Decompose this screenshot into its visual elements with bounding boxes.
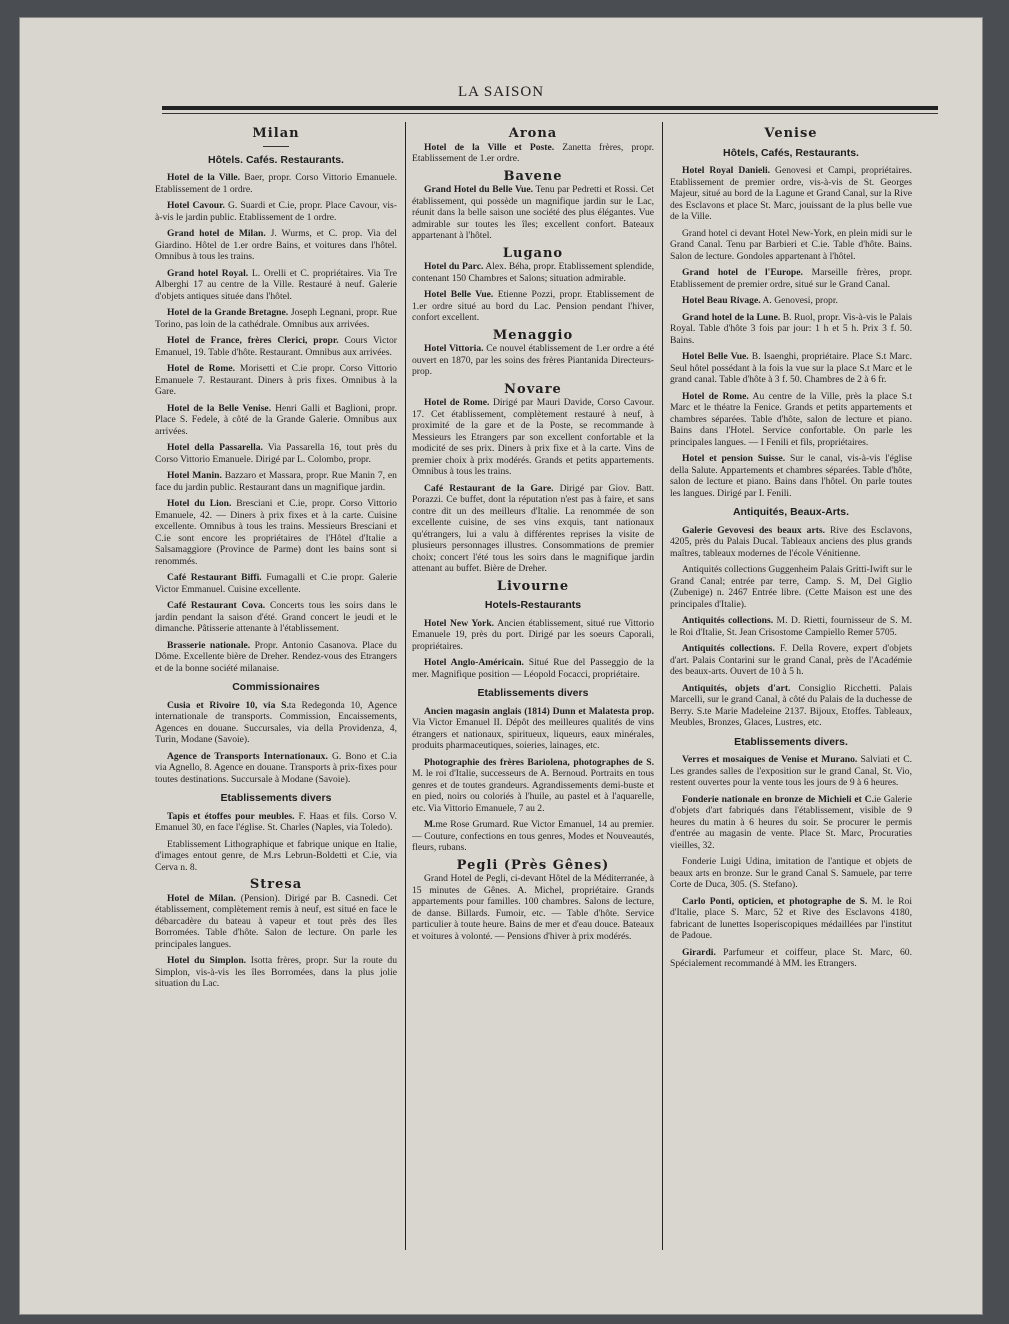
entry-name: Hotel de Rome. <box>424 397 490 408</box>
listing-entry: Tapis et étoffes pour meubles. F. Haas et fils. Corso V. Emanuel 30, en face l'église. St. Charles (Naples, via Toledo). <box>155 810 397 833</box>
listing-entry: Hotel Royal Danieli. Genovesi et Campi, propriétaires. Etablissement de premier ordre, vis-à-vis de St. Georges Majeur, situé au bord de la Lagune et Grand Canal, sur la Rive des Esclavons et place St. Marc, jouissant de la plus belle vue de la Ville. <box>670 165 912 222</box>
entry-name: Hotel Royal Danieli. <box>682 165 771 176</box>
entry-name: Grand hotel Royal. <box>167 267 249 279</box>
entry-name: Fonderie nationale en bronze de Michieli et C. <box>682 793 875 805</box>
listing-entry: Etablissement Lithographique et fabrique unique en Italie, d'images entout genre, de M.rs Lebrun-Boldetti et C.ie, via Cerva n. 8. <box>155 838 397 873</box>
listing-entry: Hotel de France, frères Clerici, propr. Cours Victor Emanuel, 19. Table d'hôte. Restaurant. Omnibus aux arrivées. <box>155 335 397 358</box>
entry-name: Hotel Manin. <box>167 470 222 481</box>
column-divider <box>405 122 406 1250</box>
listing-entry: Grand hotel de Milan. J. Wurms, et C. prop. Via del Giardino. Hôtel de 1.er ordre Bains, et voitures dans l'hôtel. Omnibus à tous les trains. <box>155 228 397 262</box>
entry-name: Agence de Transports Internationaux. <box>167 750 328 762</box>
column-right <box>670 122 912 1250</box>
listing-entry: Hotel Manin. Bazzaro et Massara, propr. Rue Manin 7, en face du jardin public. Restaurant dans un magnifique jardin. <box>155 470 397 493</box>
entry-name: Hotel de la Belle Venise. <box>167 402 272 414</box>
entry-name: Hotel de la Ville. <box>167 172 241 183</box>
entry-name: Hotel Cavour. <box>167 200 225 211</box>
entry-name: Galerie Gevovesi des beaux arts. <box>682 524 826 536</box>
listing-entry: Antiquités collections Guggenheim Palais Gritti-Iwift sur le Grand Canal; entrée par terre, Camp. S. M, Del Giglio (Zubenige) n. 2467 Entrée libre. (Cette Maison est une des principales d'Italie). <box>670 564 912 610</box>
entry-name: Hotel de Rome. <box>682 390 749 402</box>
listing-entry: Grand Hotel du Belle Vue. Tenu par Pedretti et Rossi. Cet établissement, qui possède un magnifique jardin sur le Lac, réunit dans la belle saison une société des plus élégantes. Vue admirable sur toutes les îles; excellent confort. Bateaux appartenant à l'hôtel. <box>412 184 654 241</box>
entry-name: Tapis et étoffes pour meubles. <box>167 810 295 822</box>
listing-entry: Hotel du Parc. Alex. Béha, propr. Etablissement splendide, contenant 150 Chambres et Salons; situation admirable. <box>412 261 654 284</box>
entry-name: Grand hotel de l'Europe. <box>682 267 803 278</box>
listing-entry: Fonderie Luigi Udina, imitation de l'antique et objets de beaux arts en bronze. Sur le grand Canal S. Samuele, par terre Corte de Duca, 305. (S. Stefano). <box>670 856 912 890</box>
listing-entry: Brasserie nationale. Propr. Antonio Casanova. Place du Dôme. Excellente bière de Dreher. Rendez-vous des Etrangers et de la bonne société milanaise. <box>155 639 397 674</box>
entry-name: Hotel della Passarella. <box>167 442 263 453</box>
listing-entry: Hotel de la Ville et Poste. Zanetta frères, propr. Etablissement de 1.er ordre. <box>412 141 654 164</box>
section-heading: Etablissements divers <box>477 687 589 699</box>
entry-name: Photographie des frères Bariolena, photographes de S. <box>424 756 654 768</box>
listing-entry: Girardi. Parfumeur et coiffeur, place St. Marc, 60. Spécialement recommandé à MM. les Etrangers. <box>670 946 912 969</box>
city-heading: Pegli (Près Gênes) <box>456 857 610 873</box>
entry-name: Hotel Anglo-Américain. <box>424 657 524 668</box>
listing-entry: Hotel Belle Vue. Etienne Pozzi, propr. Etablissement de 1.er ordre situé au bord du Lac. Pension pendant l'hiver, confort excellent. <box>412 289 654 323</box>
listing-entry: Hotel du Simplon. Isotta frères, propr. Sur la route du Simplon, vis-à-vis les îles Borromées, dans la plus jolie situation du Lac. <box>155 955 397 989</box>
listing-entry: Café Restaurant de la Gare. Dirigé par Giov. Batt. Porazzi. Ce buffet, dont la réputation n'est pas à faire, et sans contre dit un des meilleurs d'Italie. La renommée de son excellente cuisine, de ses vins exquis, tant nationaux qu'étrangers, lui a valu à différentes reprises la visite de plusieurs personnages illustres. Consommations de premier choix; concert l'été tous les soirs dans le magnifique jardin attenant au buffet. Bière de Dreher. <box>412 482 654 574</box>
listing-entry: Verres et mosaiques de Venise et Murano. Salviati et C. Les grandes salles de l'exposition sur le grand Canal, St. Vio, restent ouvertes pour la vente tous les jours de 9 à 6 heures. <box>670 754 912 788</box>
city-heading: Menaggio <box>492 327 574 343</box>
entry-name: Hotel du Parc. <box>424 261 484 272</box>
entry-name: Grand hotel de Milan. <box>167 228 266 239</box>
entry-name: Hotel Belle Vue. <box>424 289 494 300</box>
header-rule-thin <box>162 113 938 114</box>
listing-entry: Grand Hotel de Pegli, ci-devant Hôtel de la Méditerranée, à 15 minutes de Gênes. A. Michel, propriétaire. Grands appartements pour familles. 100 chambres. Salons de lecture, de danse. Billards. Fumoir, etc. — Table d'hôte. Service particulier à toute heure. Bains de mer et d'eau douce. Bateaux et voitures à volonté. — Pensions d'hiver à prix modérés. <box>412 873 654 942</box>
section-heading: Etablissements divers <box>220 792 332 804</box>
listing-entry: Hotel de la Grande Bretagne. Joseph Legnani, propr. Rue Torino, pas loin de la cathédrale. Omnibus aux arrivées. <box>155 307 397 330</box>
entry-name: Hotel Beau Rivage. <box>682 295 761 306</box>
listing-entry: Cusia et Rivoire 10, via S.ta Redegonda 10, Agence internationale de transports. Commission, Encaissements, Agences en douane. Succursales, via della Providenza, 4, Turin, Modane (Savoie). <box>155 699 397 745</box>
section-heading: Commissionaires <box>232 681 320 693</box>
listing-entry: Hotel de la Belle Venise. Henri Galli et Baglioni, propr. Place S. Fedele, à côté de la Grande Galerie. Omnibus aux arrivées. <box>155 402 397 437</box>
listing-entry: Hotel della Passarella. Via Passarella 16, tout près du Corso Vittorio Emanuele. Dirigé par L. Colombo, propr. <box>155 442 397 465</box>
document-page <box>20 18 982 1314</box>
entry-name: Brasserie nationale. <box>167 639 251 651</box>
entry-name: Antiquités, objets d'art. <box>682 682 791 694</box>
entry-name: Hotel Belle Vue. <box>682 351 749 362</box>
listing-entry: M.me Rose Grumard. Rue Victor Emanuel, 14 au premier. — Couture, confections en tous genres, Modes et Nouveautés, fleurs, rubans. <box>412 819 654 853</box>
section-heading: Hôtels. Cafés. Restaurants. <box>208 153 344 166</box>
entry-name: Café Restaurant de la Gare. <box>424 482 554 494</box>
listing-entry: Antiquités, objets d'art. Consiglio Ricchetti. Palais Marcelli, sur le grand Canal, à côté du Palais de la duchesse de Berry. S.te Marie Madeleine 2137. Bijoux, Etoffes. Tableaux, Meubles, Bronzes, Glaces, Lustres, etc. <box>670 682 912 728</box>
entry-name: Hotel de France, frères Clerici, propr. <box>167 335 339 346</box>
city-heading: Stresa <box>249 877 303 892</box>
listing-entry: Hotel de Rome. Morisetti et C.ie propr. Corso Vittorio Emanuele 7. Restaurant. Diners à pris fixes. Omnibus à la Gare. <box>155 363 397 397</box>
column-left <box>155 122 397 1250</box>
entry-name: Verres et mosaiques de Venise et Murano. <box>682 754 858 765</box>
entry-name: Antiquités collections. <box>682 615 774 626</box>
city-heading: Bavene <box>503 168 563 184</box>
city-heading: Milan <box>252 126 300 141</box>
listing-entry: Hotel et pension Suisse. Sur le canal, vis-à-vis l'église della Salute. Appartements et chambres séparées. Table d'hôte, salon de lecture et piano. Bains dans l'hôtel. On parle toutes les langues. Dirigé par I. Fenili. <box>670 453 912 499</box>
column-middle <box>412 122 654 1250</box>
entry-name: Hotel et pension Suisse. <box>682 453 786 464</box>
listing-entry: Antiquités collections. F. Della Rovere, expert d'objets d'art. Palais Contarini sur le grand Canal, près de l'Académie des beaux-arts. Ouvert de 10 à 5 h. <box>670 643 912 677</box>
entry-name: Antiquités collections. <box>682 643 775 654</box>
listing-entry: Grand hotel de la Lune. B. Ruol, propr. Vis-à-vis le Palais Royal. Table d'hôte 3 fois par jour: 1 h et 5 h. Prix 3 f. 50. Bains. <box>670 311 912 346</box>
section-heading: Hotels-Restaurants <box>484 599 582 611</box>
entry-name: Girardi. <box>682 946 716 958</box>
listing-entry: Hotel Cavour. G. Suardi et C.ie, propr. Place Cavour, vis-à-vis le jardin public. Etablissement de 1 ordre. <box>155 200 397 223</box>
listing-entry: Grand hotel de l'Europe. Marseille frères, propr. Etablissement de premier ordre, situé sur le Grand Canal. <box>670 267 912 290</box>
entry-name: Hotel New York. <box>424 617 495 629</box>
section-heading: Etablissements divers. <box>734 735 848 748</box>
listing-entry: Ancien magasin anglais (1814) Dunn et Malatesta prop. Via Victor Emanuel II. Dépôt des meilleures qualités de vins étrangers et nationaux, spiritueux, liqueurs, eaux minérales, produits pharmaceutiques, soieries, lainages, etc. <box>412 705 654 751</box>
listing-entry: Hotel Belle Vue. B. Isaenghi, propriétaire. Place S.t Marc. Seul hôtel possédant à la fois la vue sur la place S.t Marc et le grand canal. Table d'hôte à 3 f. 50. Chambres de 2 à 6 fr. <box>670 351 912 385</box>
page-header: LA SAISON <box>457 84 545 100</box>
column-divider <box>662 122 663 1250</box>
listing-entry: Galerie Gevovesi des beaux arts. Rive des Esclavons, 4205, près du Palais Ducal. Tableaux anciens des plus grands maîtres, tableaux modernes de l'école Vénitienne. <box>670 524 912 559</box>
city-heading: Lugano <box>502 245 564 261</box>
city-heading: Venise <box>764 126 818 141</box>
listing-entry: Hotel de la Ville. Baer, propr. Corso Vittorio Emanuele. Etablissement de 1 ordre. <box>155 172 397 195</box>
listing-entry: Hotel Vittoria. Ce nouvel établissement de 1.er ordre a été ouvert en 1870, par les soins des frères Piantanida Directeurs-prop. <box>412 343 654 377</box>
listing-entry: Café Restaurant Biffi. Fumagalli et C.ie propr. Galerie Victor Emmanuel. Cuisine excellente. <box>155 572 397 595</box>
listing-entry: Café Restaurant Cova. Concerts tous les soirs dans le jardin pendant la saison d'été. Grand concert le jeudi et le dimanche. Pâtisserie attenante à l'établissement. <box>155 600 397 634</box>
entry-name: Ancien magasin anglais (1814) Dunn et Malatesta prop. <box>424 705 654 717</box>
listing-entry: Hotel de Rome. Au centre de la Ville, près la place S.t Marc et le théatre la Fenice. Grands et petits appartements et chambres séparées. Table d'hôte, salon de lecture et piano. Bains dans l'Hotel. Service confortable. On parle les principales langues. — I Fenili et fils, propriétaires. <box>670 390 912 448</box>
entry-name: Hotel du Lion. <box>167 498 232 509</box>
listing-entry: Hotel du Lion. Bresciani et C.ie, propr. Corso Vittorio Emanuele, 42. — Diners à prix fixes et à la carte. Cuisine excellente. Omnibus à tous les trains. Messieurs Bresciani et C.ie sont encore les propriétaires de l'Hôtel d'Italie a Salsamaggiore (Province de Parme) dont les bains sont si renommés. <box>155 498 397 567</box>
listing-entry: Agence de Transports Internationaux. G. Bono et C.ia via Agnello, 8. Agence en douane. Transports à prix-fixes pour toutes destinations. Succursale à Modane (Savoie). <box>155 750 397 785</box>
listing-entry: Hotel Beau Rivage. A. Genovesi, propr. <box>682 295 838 306</box>
entry-name: Hotel de la Grande Bretagne. <box>167 307 289 318</box>
entry-name: Café Restaurant Cova. <box>167 600 266 611</box>
section-heading: Hôtels, Cafés, Restaurants. <box>723 146 859 159</box>
entry-name: Grand Hotel du Belle Vue. <box>424 184 534 195</box>
listing-entry: Carlo Ponti, opticien, et photographe de S. M. le Roi d'Italie, place S. Marc, 52 et Rive des Esclavons 4180, fabricant de lunettes Isoperiscopiques médaillées par l'institut de Padoue. <box>670 895 912 941</box>
listing-entry: Fonderie nationale en bronze de Michieli et C.ie Galerie d'objets d'art fabriqués dans l'établissement, visible de 9 heures du matin à 6 heures du soir. Se procurer le permis d'entrée au magasin de vente. Place St. Marc, Procuraties vieilles, 32. <box>670 793 912 851</box>
separator-dash <box>263 146 289 147</box>
entry-name: M. <box>424 819 436 830</box>
city-heading: Livourne <box>496 578 570 594</box>
entry-name: Hotel du Simplon. <box>167 955 247 966</box>
listing-entry: Antiquités collections. M. D. Rietti, fournisseur de S. M. le Roi d'Italie, St. Jean Crisostome Campiello Remer 5705. <box>670 615 912 638</box>
listing-entry: Grand hotel ci devant Hotel New-York, en plein midi sur le Grand Canal. Tenu par Barbieri et C.ie. Table d'hôte. Bains. Salon de lecture. Gondoles appartenant à l'hôtel. <box>670 227 912 262</box>
entry-name: Cusia et Rivoire 10, via S. <box>167 699 289 711</box>
entry-name: Hotel de Rome. <box>167 363 235 374</box>
city-heading: Arona <box>508 126 558 141</box>
listing-entry: Hotel de Milan. (Pension). Dirigé par B. Casnedi. Cet établissement, complètement remis à neuf, est situé en face le débarcadère du bateau à vapeur et tout près des îles Borromées. Table d'hôte. Salon de lecture. On parle les principales langues. <box>155 892 397 950</box>
listing-entry: Hotel de Rome. Dirigé par Mauri Davide, Corso Cavour. 17. Cet établissement, complètement restauré à neuf, à proximité de la gare et de la Poste, se recommande à Messieurs les Etrangers par son excellent confortable et la modicité de ses prix. Diners à prix fixe et à la carte. Vins de premier choix à prix modérés. Grands et petits appartements. Omnibus à tous les trains. <box>412 397 654 477</box>
section-heading: Antiquités, Beaux-Arts. <box>732 506 850 518</box>
listing-entry: Photographie des frères Bariolena, photographes de S. M. le roi d'Italie, successeurs de A. Bernoud. Portraits en tous genres et de toutes grandeurs. Agrandissements demi-buste et en pied, noirs ou coloriés à l'huile, au pastel et à l'aquarelle, etc. Via Vittorio Emanuele, 7 au 2. <box>412 756 654 814</box>
entry-name: Café Restaurant Biffi. <box>167 572 262 583</box>
listing-entry: Hotel New York. Ancien établissement, situé rue Vittorio Emanuele 19, près du port. Dirigé par les soeurs Caporali, propriétaires. <box>412 617 654 652</box>
entry-name: Hotel Vittoria. <box>424 343 484 354</box>
entry-name: Carlo Ponti, opticien, et photographe de S. <box>682 895 868 907</box>
entry-name: Hotel de Milan. <box>167 892 236 904</box>
header-rule-thick <box>162 106 938 110</box>
city-heading: Novare <box>504 381 562 397</box>
entry-name: Grand hotel de la Lune. <box>682 311 781 323</box>
listing-entry: Grand hotel Royal. L. Orelli et C. propriétaires. Via Tre Alberghi 17 au centre de la Ville. Restauré à neuf. Galerie d'objets antiques située dans l'hôtel. <box>155 267 397 302</box>
listing-entry: Hotel Anglo-Américain. Situé Rue del Passeggio de la mer. Magnifique position — Léopold Focacci, propriétaire. <box>412 657 654 680</box>
entry-name: Hotel de la Ville et Poste. <box>424 141 555 153</box>
